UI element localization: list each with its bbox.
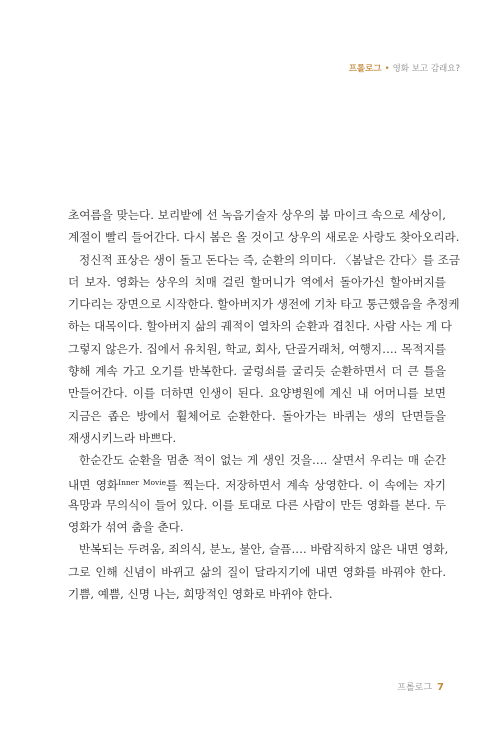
text-line: 한순간도 순환을 멈춘 적이 없는 게 생인 것을…. 살면서 우리는 매 순간 (79, 453, 446, 468)
text-line: 하는 대목이다. 할아버지 삶의 궤적이 열차의 순환과 겹친다. 사람 사는 게 다 (68, 319, 452, 334)
footer-section-label: 프롤로그 (397, 683, 433, 693)
header-chapter-title: 영화 보고 감래요? (392, 64, 460, 74)
text-line: 더 보자. 영화는 상우의 치매 걸린 할머니가 역에서 돌아가신 할아버지를 (68, 274, 446, 289)
page-number: 7 (437, 682, 444, 693)
text-line: 계절이 빨리 들어간다. 다시 봄은 올 것이고 상우의 새로운 사랑도 찾아오리라. (68, 230, 460, 245)
text-line: 기다리는 장면으로 시작한다. 할아버지가 생전에 기차 타고 통근했음을 추정케 (68, 297, 460, 312)
text-line: 재생시키느라 바쁘다. (68, 430, 177, 445)
text-line: 욕망과 무의식이 들어 있다. 이를 토대로 다른 사람이 만든 영화를 본다. 두 (68, 497, 446, 512)
text-line: 기쁨, 예쁨, 신명 나는, 희망적인 영화로 바뀌야 한다. (68, 587, 333, 602)
text-line: 지금은 좁은 방에서 휠체어로 순환한다. 돌아가는 바퀴는 생의 단면들을 (68, 408, 446, 423)
text-line: 그로 인해 신념이 바뀌고 삶의 질이 달라지기에 내면 영화를 바꿔야 한다. (68, 564, 446, 579)
text-line: 초여름을 맞는다. 보리밭에 선 녹음기술자 상우의 붐 마이크 속으로 세상이, (68, 208, 446, 222)
inner-movie-superscript: Inner Movie (118, 477, 167, 487)
header-section-label: 프롤로그 (348, 64, 382, 74)
text-line: 만들어간다. 이를 더하면 인생이 된다. 요양병원에 계신 내 어머니를 보면 (68, 386, 446, 401)
text-line: 반복되는 두려움, 죄의식, 분노, 불안, 슬픔…. 바람직하지 않은 내면 영화, (79, 542, 449, 557)
text-line: 그렇지 않은가. 집에서 유치원, 학교, 회사, 단골거래처, 여행지…. 목적지를 (68, 341, 446, 356)
header-separator: • (384, 64, 390, 74)
text-line: 내면 영화$^{Inner Movie}$를 찍는다. 저장하면서 계속 상영한다. 이 속에는 자기 (68, 477, 446, 492)
text-line: 영화가 섞여 춤을 춘다. (68, 520, 184, 535)
running-header (349, 62, 460, 74)
text-line: 향해 계속 가고 오기를 반복한다. 굴렁쇠를 굴리듯 순환하면서 더 큰 틀을 (68, 364, 446, 379)
text-line: 정신적 표상은 생이 돌고 돈다는 즉, 순환의 의미다. 〈봄날은 간다〉를 조금 (79, 252, 461, 267)
body-text (68, 204, 461, 605)
page-footer (397, 680, 444, 693)
